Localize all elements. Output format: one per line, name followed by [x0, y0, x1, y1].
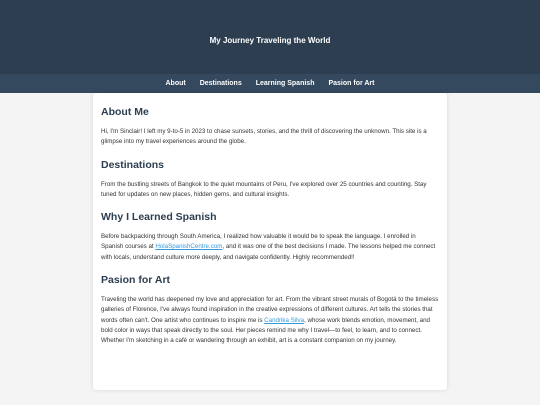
- art-text-after: , whose work blends emotion, movement, and bold color in ways that speak directly to the soul. Her pieces remind me why I travel—to feel, to learn, and to connect. Whether I'm sketching in a café or wandering through an exhibit, art is a constant companion on my journey.: [101, 316, 430, 345]
- spanish-text-after: , and it was one of the best decisions I made. The lessons helped me connect with locals, understand culture more deeply, and navigate confidently. Highly recommended!!: [101, 243, 436, 261]
- site-title: My Journey Traveling the World: [209, 35, 331, 45]
- candrika-silva-link[interactable]: Candrika Silva: [264, 316, 305, 324]
- art-section: [101, 274, 439, 346]
- nav-link-pasion-for-art[interactable]: Pasion for Art: [328, 80, 375, 87]
- nav-link-destinations[interactable]: Destinations: [199, 80, 242, 87]
- main-nav: [0, 74, 540, 93]
- art-heading: Pasion for Art: [101, 274, 171, 287]
- hola-spanish-centre-link[interactable]: HolaSpanishCentre.com: [155, 243, 223, 251]
- nav-link-about[interactable]: About: [165, 80, 186, 87]
- destinations-section: [101, 159, 439, 201]
- destinations-text: From the bustling streets of Bangkok to the quiet mountains of Peru, I've explored over 25 countries and counting. Stay tuned for updates on new places, hidden gems, and cultural insights.: [101, 180, 427, 198]
- site-header: [0, 0, 540, 74]
- about-heading: About Me: [101, 106, 149, 118]
- content-card: [93, 93, 447, 390]
- about-section: [101, 106, 439, 148]
- spanish-text-before: Before backpacking through South America, I realized how valuable it would be to speak the language. I enrolled in Spanish courses at: [101, 233, 416, 251]
- nav-link-learning-spanish[interactable]: Learning Spanish: [255, 80, 315, 87]
- spanish-text: [101, 232, 439, 263]
- spanish-section: [101, 211, 439, 263]
- spanish-heading: Why I Learned Spanish: [101, 211, 217, 224]
- art-text: [101, 295, 439, 346]
- about-text: Hi, I'm Sinclair! I left my 9-to-5 in 2023 to chase sunsets, stories, and the thrill of discovering the unknown. This site is a glimpse into my travel experiences around the globe.: [101, 128, 427, 146]
- art-text-before: Traveling the world has deepened my love and appreciation for art. From the vibrant street murals of Bogotá to the timeless galleries of Florence, I've always found inspiration in the creative expressions of different cultures. Art tells the stories that words often can't. One artist who continues to inspire me is: [101, 296, 439, 324]
- destinations-heading: Destinations: [101, 158, 165, 171]
